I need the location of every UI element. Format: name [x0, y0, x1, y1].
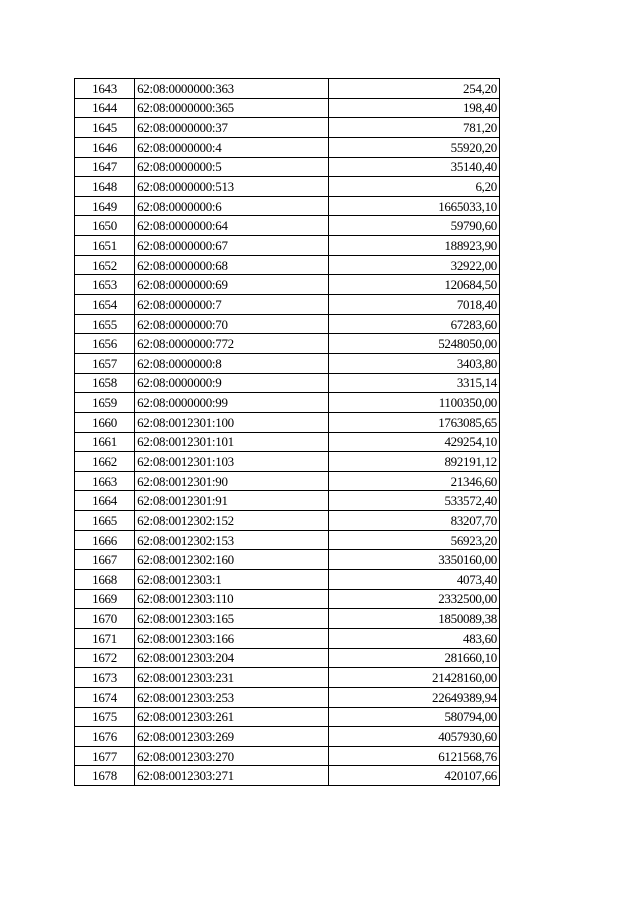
cadastral-number-cell: 62:08:0000000:70 — [135, 314, 329, 334]
row-number-cell: 1672 — [75, 648, 135, 668]
value-cell: 188923,90 — [328, 236, 499, 256]
row-number-cell: 1670 — [75, 609, 135, 629]
table-row — [75, 589, 500, 609]
value-cell: 1100350,00 — [328, 393, 499, 413]
table-row — [75, 727, 500, 747]
table-row — [75, 746, 500, 766]
value-cell: 892191,12 — [328, 452, 499, 472]
table-row — [75, 177, 500, 197]
table-row — [75, 216, 500, 236]
value-cell: 1665033,10 — [328, 196, 499, 216]
value-cell: 4073,40 — [328, 570, 499, 590]
row-number-cell: 1643 — [75, 79, 135, 99]
row-number-cell: 1666 — [75, 530, 135, 550]
cadastral-number-cell: 62:08:0000000:64 — [135, 216, 329, 236]
value-cell: 781,20 — [328, 118, 499, 138]
cadastral-number-cell: 62:08:0012301:101 — [135, 432, 329, 452]
value-cell: 6,20 — [328, 177, 499, 197]
value-cell: 420107,66 — [328, 766, 499, 786]
cadastral-number-cell: 62:08:0012303:1 — [135, 570, 329, 590]
row-number-cell: 1648 — [75, 177, 135, 197]
table-row — [75, 118, 500, 138]
table-row — [75, 530, 500, 550]
value-cell: 4057930,60 — [328, 727, 499, 747]
row-number-cell: 1658 — [75, 373, 135, 393]
cadastral-number-cell: 62:08:0000000:8 — [135, 353, 329, 373]
cadastral-number-cell: 62:08:0012303:231 — [135, 668, 329, 688]
table-row — [75, 79, 500, 99]
value-cell: 55920,20 — [328, 137, 499, 157]
value-cell: 21346,60 — [328, 471, 499, 491]
value-cell: 67283,60 — [328, 314, 499, 334]
cadastral-number-cell: 62:08:0012301:90 — [135, 471, 329, 491]
row-number-cell: 1678 — [75, 766, 135, 786]
table-row — [75, 471, 500, 491]
table-row — [75, 550, 500, 570]
row-number-cell: 1671 — [75, 628, 135, 648]
cadastral-number-cell: 62:08:0000000:9 — [135, 373, 329, 393]
row-number-cell: 1661 — [75, 432, 135, 452]
table-row — [75, 687, 500, 707]
row-number-cell: 1653 — [75, 275, 135, 295]
cadastral-number-cell: 62:08:0000000:69 — [135, 275, 329, 295]
cadastral-number-cell: 62:08:0012303:110 — [135, 589, 329, 609]
table-row — [75, 511, 500, 531]
table-row — [75, 609, 500, 629]
row-number-cell: 1660 — [75, 412, 135, 432]
row-number-cell: 1662 — [75, 452, 135, 472]
row-number-cell: 1669 — [75, 589, 135, 609]
table-row — [75, 648, 500, 668]
cadastral-number-cell: 62:08:0000000:5 — [135, 157, 329, 177]
value-cell: 1763085,65 — [328, 412, 499, 432]
row-number-cell: 1644 — [75, 98, 135, 118]
cadastral-number-cell: 62:08:0012302:160 — [135, 550, 329, 570]
table-row — [75, 412, 500, 432]
row-number-cell: 1676 — [75, 727, 135, 747]
table-row — [75, 393, 500, 413]
cadastral-number-cell: 62:08:0000000:365 — [135, 98, 329, 118]
row-number-cell: 1664 — [75, 491, 135, 511]
cadastral-number-cell: 62:08:0012303:253 — [135, 687, 329, 707]
value-cell: 1850089,38 — [328, 609, 499, 629]
cadastral-number-cell: 62:08:0000000:7 — [135, 295, 329, 315]
value-cell: 483,60 — [328, 628, 499, 648]
cadastral-number-cell: 62:08:0000000:99 — [135, 393, 329, 413]
table-row — [75, 707, 500, 727]
table-row — [75, 432, 500, 452]
table-row — [75, 236, 500, 256]
value-cell: 56923,20 — [328, 530, 499, 550]
row-number-cell: 1657 — [75, 353, 135, 373]
value-cell: 35140,40 — [328, 157, 499, 177]
cadastral-value-table — [74, 78, 500, 786]
value-cell: 22649389,94 — [328, 687, 499, 707]
row-number-cell: 1663 — [75, 471, 135, 491]
table-row — [75, 628, 500, 648]
value-cell: 580794,00 — [328, 707, 499, 727]
cadastral-number-cell: 62:08:0000000:4 — [135, 137, 329, 157]
cadastral-number-cell: 62:08:0012303:270 — [135, 746, 329, 766]
cadastral-number-cell: 62:08:0012303:271 — [135, 766, 329, 786]
value-cell: 83207,70 — [328, 511, 499, 531]
table-row — [75, 314, 500, 334]
table-row — [75, 295, 500, 315]
table-row — [75, 98, 500, 118]
cadastral-number-cell: 62:08:0000000:6 — [135, 196, 329, 216]
cadastral-number-cell: 62:08:0000000:772 — [135, 334, 329, 354]
row-number-cell: 1673 — [75, 668, 135, 688]
table-row — [75, 137, 500, 157]
table-row — [75, 196, 500, 216]
cadastral-number-cell: 62:08:0000000:37 — [135, 118, 329, 138]
value-cell: 32922,00 — [328, 255, 499, 275]
cadastral-number-cell: 62:08:0000000:67 — [135, 236, 329, 256]
row-number-cell: 1659 — [75, 393, 135, 413]
value-cell: 254,20 — [328, 79, 499, 99]
table-row — [75, 275, 500, 295]
row-number-cell: 1668 — [75, 570, 135, 590]
value-cell: 7018,40 — [328, 295, 499, 315]
cadastral-number-cell: 62:08:0000000:363 — [135, 79, 329, 99]
cadastral-number-cell: 62:08:0012302:152 — [135, 511, 329, 531]
value-cell: 533572,40 — [328, 491, 499, 511]
row-number-cell: 1650 — [75, 216, 135, 236]
table-row — [75, 373, 500, 393]
value-cell: 120684,50 — [328, 275, 499, 295]
table-row — [75, 334, 500, 354]
cadastral-number-cell: 62:08:0012303:269 — [135, 727, 329, 747]
row-number-cell: 1675 — [75, 707, 135, 727]
value-cell: 59790,60 — [328, 216, 499, 236]
value-cell: 429254,10 — [328, 432, 499, 452]
table-row — [75, 452, 500, 472]
cadastral-number-cell: 62:08:0000000:513 — [135, 177, 329, 197]
table-row — [75, 766, 500, 786]
row-number-cell: 1655 — [75, 314, 135, 334]
value-cell: 3315,14 — [328, 373, 499, 393]
value-cell: 2332500,00 — [328, 589, 499, 609]
table-row — [75, 570, 500, 590]
cadastral-number-cell: 62:08:0012303:165 — [135, 609, 329, 629]
table-row — [75, 255, 500, 275]
cadastral-number-cell: 62:08:0012301:103 — [135, 452, 329, 472]
cadastral-number-cell: 62:08:0012303:204 — [135, 648, 329, 668]
value-cell: 21428160,00 — [328, 668, 499, 688]
table-row — [75, 491, 500, 511]
cadastral-number-cell: 62:08:0012303:166 — [135, 628, 329, 648]
cadastral-number-cell: 62:08:0000000:68 — [135, 255, 329, 275]
row-number-cell: 1667 — [75, 550, 135, 570]
row-number-cell: 1677 — [75, 746, 135, 766]
row-number-cell: 1647 — [75, 157, 135, 177]
row-number-cell: 1651 — [75, 236, 135, 256]
row-number-cell: 1665 — [75, 511, 135, 531]
value-cell: 5248050,00 — [328, 334, 499, 354]
value-cell: 198,40 — [328, 98, 499, 118]
cadastral-number-cell: 62:08:0012301:100 — [135, 412, 329, 432]
value-cell: 3350160,00 — [328, 550, 499, 570]
row-number-cell: 1674 — [75, 687, 135, 707]
row-number-cell: 1645 — [75, 118, 135, 138]
table-body — [75, 79, 500, 786]
row-number-cell: 1656 — [75, 334, 135, 354]
table-row — [75, 668, 500, 688]
table-row — [75, 157, 500, 177]
row-number-cell: 1654 — [75, 295, 135, 315]
value-cell: 3403,80 — [328, 353, 499, 373]
table-row — [75, 353, 500, 373]
cadastral-number-cell: 62:08:0012302:153 — [135, 530, 329, 550]
value-cell: 6121568,76 — [328, 746, 499, 766]
cadastral-number-cell: 62:08:0012303:261 — [135, 707, 329, 727]
cadastral-number-cell: 62:08:0012301:91 — [135, 491, 329, 511]
value-cell: 281660,10 — [328, 648, 499, 668]
row-number-cell: 1649 — [75, 196, 135, 216]
row-number-cell: 1646 — [75, 137, 135, 157]
row-number-cell: 1652 — [75, 255, 135, 275]
